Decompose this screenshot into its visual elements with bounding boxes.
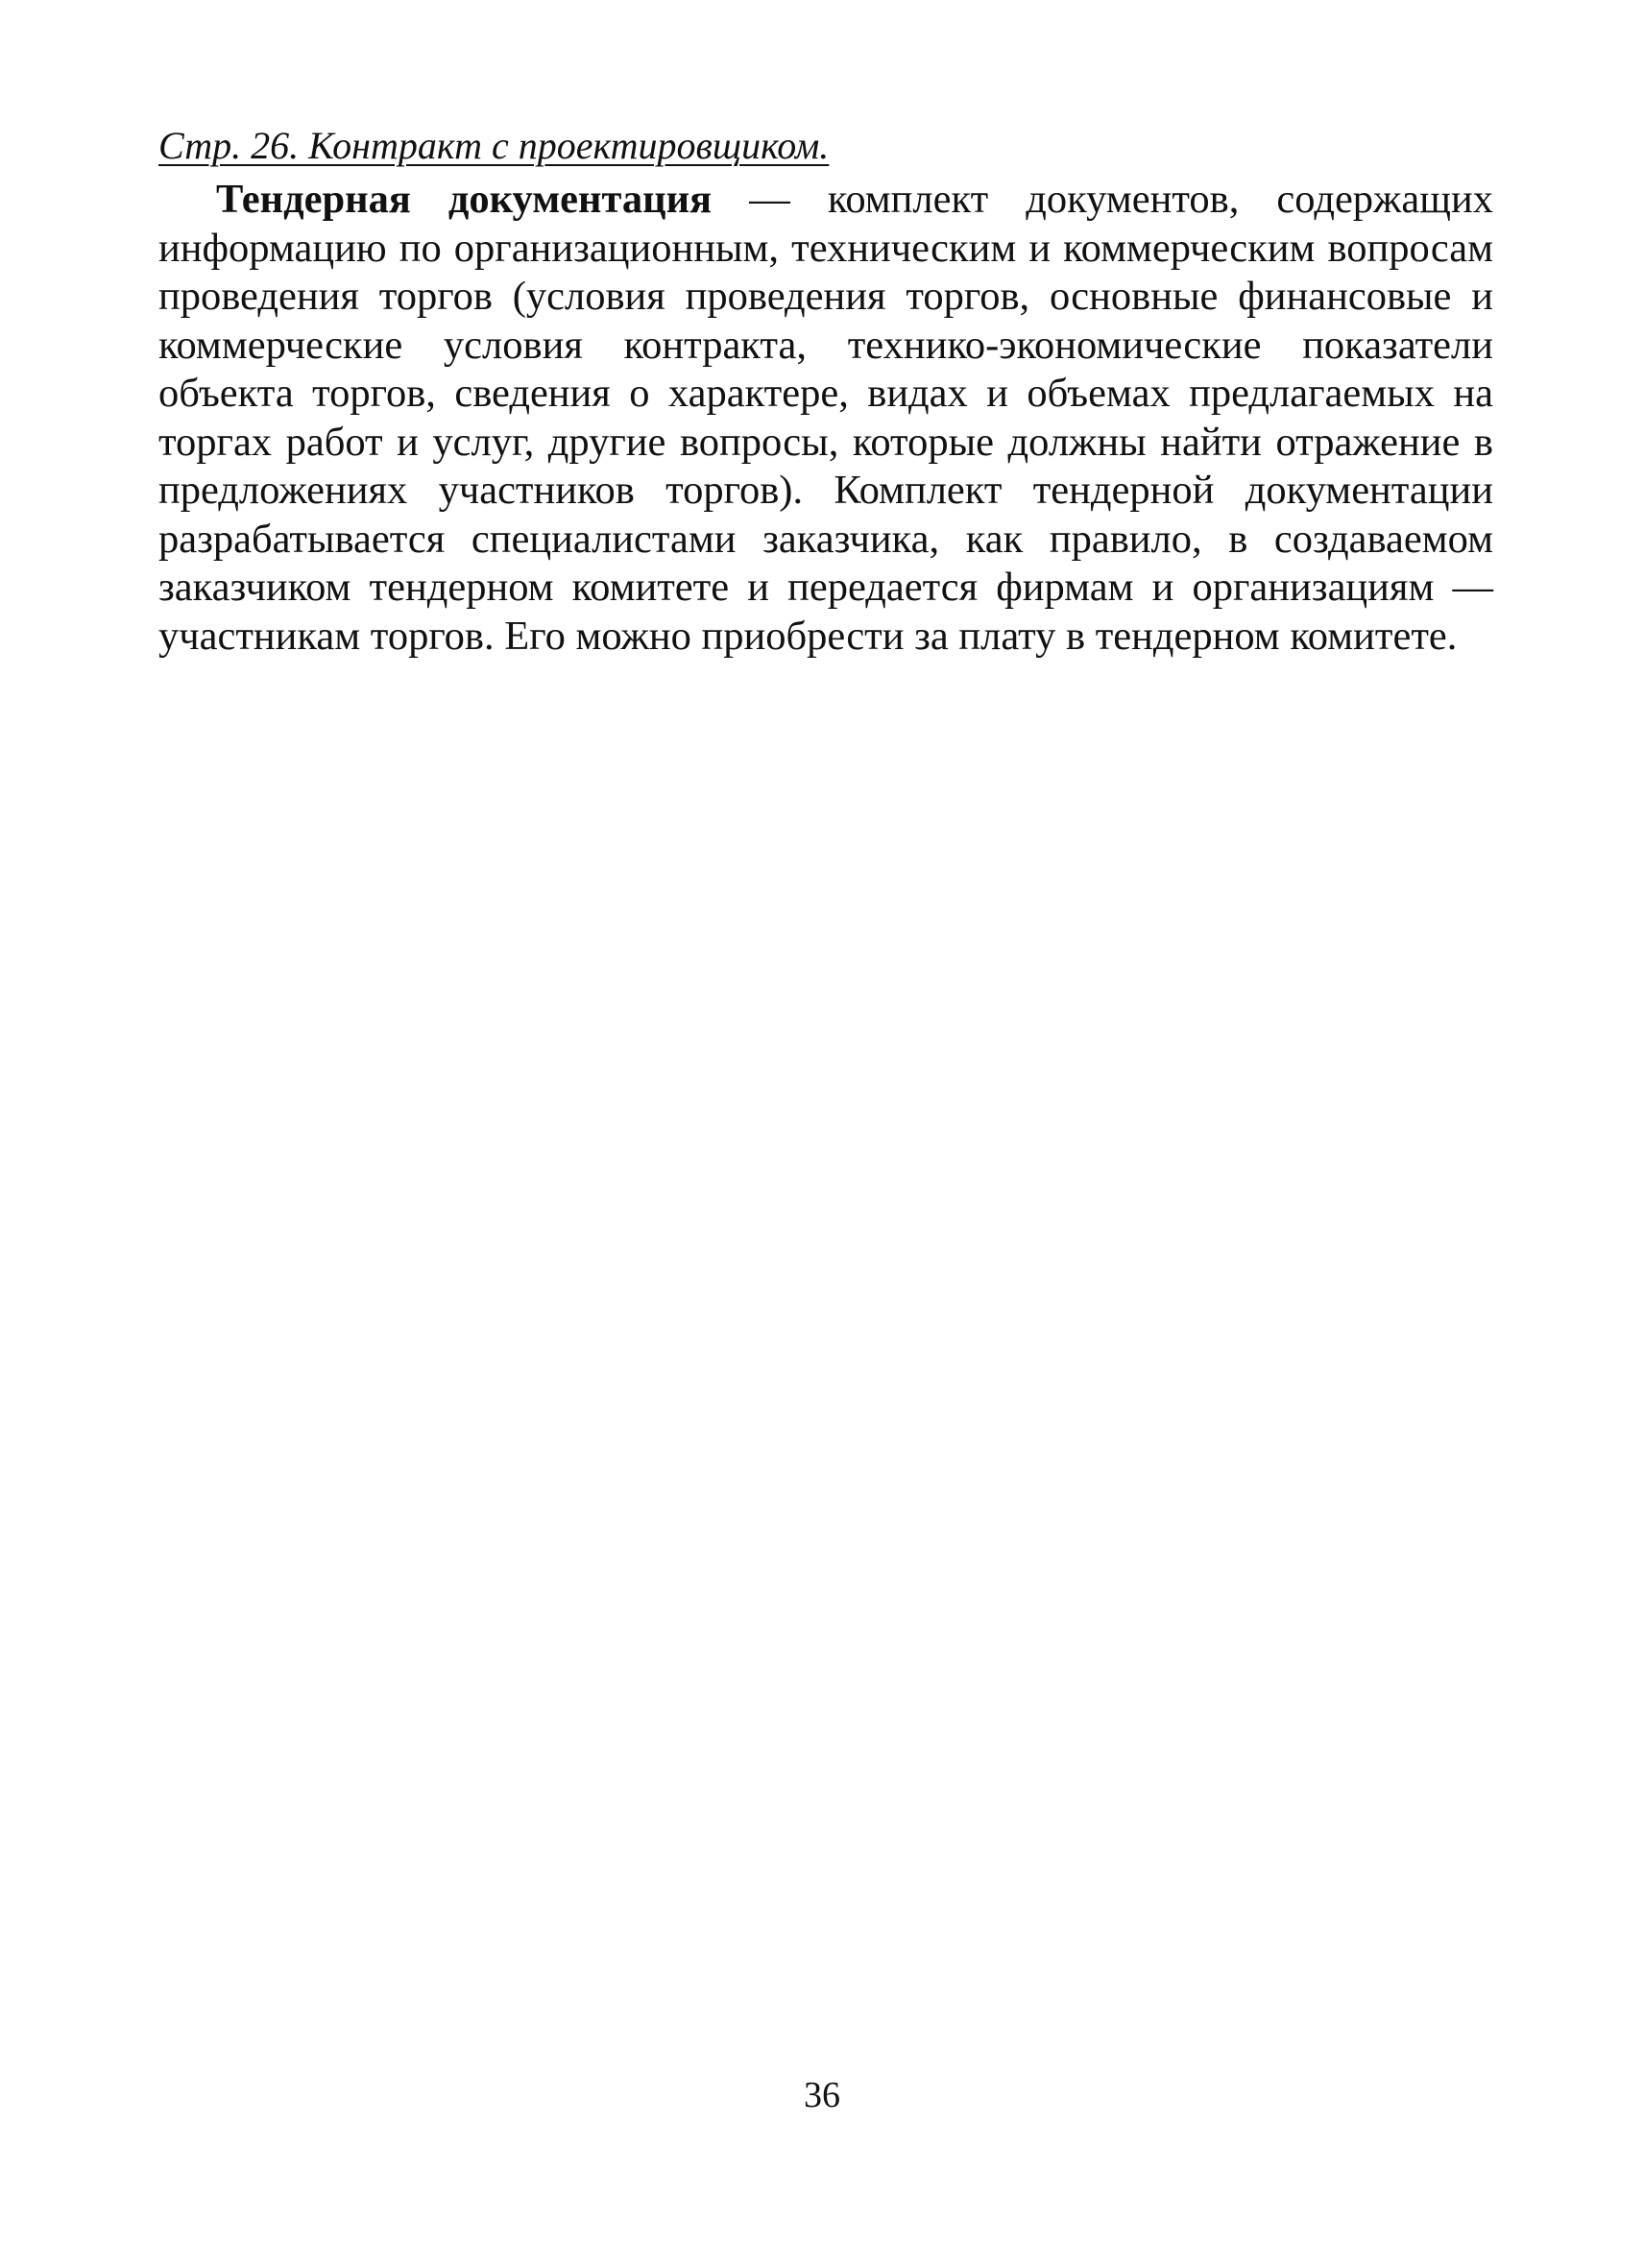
page-number: 36	[804, 2075, 840, 2115]
definition-text: — комплект документов, содержащих информацию по организационным, техническим и коммерческим вопросам проведения торгов (условия проведения торгов, основные финансовые и коммерческие условия контракта, технико-экономические показатели объекта торгов, сведения о характере, видах и объемах предлагаемых на торгах работ и услуг, другие вопросы, которые должны найти отражение в предложениях участников торгов). Комплект тендерной документации разрабатывается специалистами заказчика, как правило, в создаваемом заказчиком тендерном комитете и передается фирмам и организациям — участникам торгов. Его можно приобрести за плату в тендерном комитете.	[158, 177, 1493, 659]
defined-term: Тендерная документация	[216, 177, 713, 222]
definition-paragraph	[158, 176, 1493, 661]
section-reference-header: Стр. 26. Контракт с проектировщиком.	[158, 124, 830, 167]
